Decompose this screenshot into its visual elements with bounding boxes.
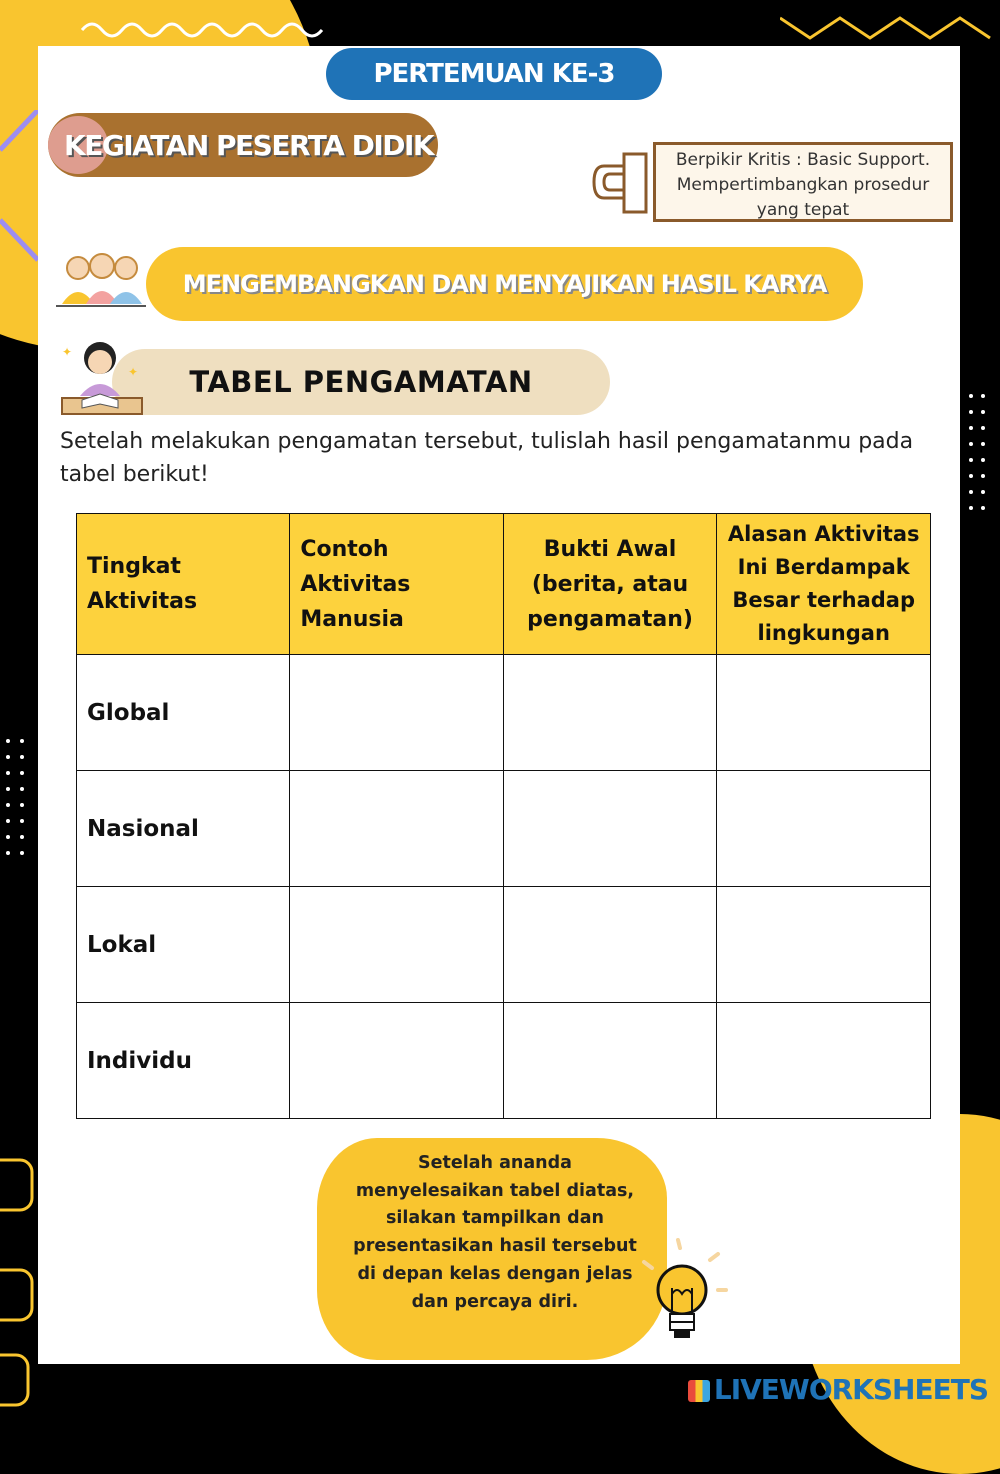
- answer-cell[interactable]: [290, 1003, 503, 1119]
- row-label-global: Global: [77, 655, 290, 771]
- answer-cell[interactable]: [717, 887, 931, 1003]
- meeting-badge: PERTEMUAN KE-3: [326, 48, 662, 100]
- row-label-lokal: Lokal: [77, 887, 290, 1003]
- activity-label: KEGIATAN PESERTA DIDIK: [64, 128, 434, 162]
- dots-decoration-right: [965, 390, 995, 520]
- row-label-individu: Individu: [77, 1003, 290, 1119]
- section-heading: MENGEMBANGKAN DAN MENYAJIKAN HASIL KARYA: [146, 247, 863, 321]
- answer-cell[interactable]: [503, 1003, 717, 1119]
- header-level: Tingkat Aktivitas: [77, 514, 290, 655]
- instruction-text: Setelah melakukan pengamatan tersebut, tulislah hasil pengamatanmu pada tabel berikut!: [60, 429, 914, 487]
- row-label-nasional: Nasional: [77, 771, 290, 887]
- table-row: [77, 771, 931, 887]
- table-header-row: [77, 514, 931, 655]
- liveworksheets-icon: [688, 1380, 710, 1402]
- svg-text:✦: ✦: [62, 345, 73, 359]
- closing-instruction: Setelah ananda menyelesaikan tabel diatas, silakan tampilkan dan presentasikan hasil tersebut di depan kelas dengan jelas dan percaya diri.: [353, 1153, 637, 1312]
- answer-cell[interactable]: [290, 771, 503, 887]
- answer-cell[interactable]: [717, 655, 931, 771]
- answer-cell[interactable]: [717, 1003, 931, 1119]
- liveworksheets-logo: LIVEWORKSHEETS: [688, 1373, 988, 1406]
- table-row: [77, 1003, 931, 1119]
- answer-cell[interactable]: [290, 655, 503, 771]
- rounded-outline-decoration: [0, 1150, 40, 1410]
- student-reading-icon: [56, 336, 146, 420]
- answer-cell[interactable]: [717, 771, 931, 887]
- wavy-line-decoration: [80, 14, 330, 38]
- table-title: TABEL PENGAMATAN: [112, 349, 610, 415]
- header-evidence: Bukti Awal (berita, atau pengamatan): [503, 514, 717, 655]
- dots-decoration-left: [2, 735, 38, 865]
- table-row: [77, 887, 931, 1003]
- binder-clip-icon: [590, 152, 660, 214]
- table-row: [77, 655, 931, 771]
- answer-cell[interactable]: [503, 887, 717, 1003]
- observation-table: [76, 513, 931, 1119]
- answer-cell[interactable]: [503, 771, 717, 887]
- svg-text:✦: ✦: [128, 365, 139, 379]
- students-group-icon: [52, 246, 148, 312]
- lightbulb-icon: [640, 1238, 730, 1350]
- answer-cell[interactable]: [503, 655, 717, 771]
- header-example: Contoh Aktivitas Manusia: [290, 514, 503, 655]
- critical-thinking-note: Berpikir Kritis : Basic Support. Mempertimbangkan prosedur yang tepat: [653, 142, 953, 222]
- diagonal-lines-decoration: [0, 110, 40, 270]
- answer-cell[interactable]: [290, 887, 503, 1003]
- activity-banner: [48, 113, 438, 177]
- header-reason: Alasan Aktivitas Ini Berdampak Besar terhadap lingkungan: [717, 514, 931, 655]
